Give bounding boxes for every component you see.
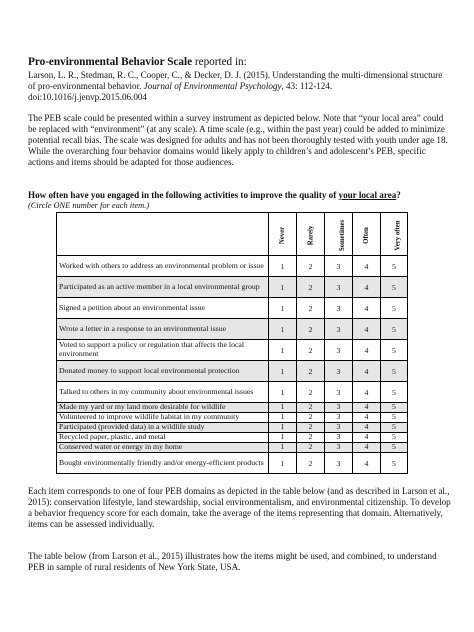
- rating-option[interactable]: 5: [381, 403, 408, 413]
- header-never: [269, 213, 297, 256]
- rating-option[interactable]: 5: [381, 453, 408, 474]
- scale-name: Pro-environmental Behavior Scale: [28, 56, 193, 68]
- rating-option[interactable]: 3: [325, 340, 353, 361]
- item-label: Participated (provided data) in a wildlife study: [57, 423, 269, 433]
- intro-paragraph: The PEB scale could be presented within a survey instrument as depicted below. Note that “your local area” could be replaced with “environment” (at any scale). A time scale (e.g., within the past year) could be added to minimize potential recall bias. The scale was designed for adults and has not been thoroughly tested with youth under age 18. While the overarching four behavior domains would likely apply to children’s and adolescent’s PEB, specific actions and items should be adapted for those audiences.: [28, 113, 448, 167]
- rating-option[interactable]: 4: [353, 256, 381, 277]
- rating-option[interactable]: 1: [269, 403, 297, 413]
- rating-option[interactable]: 3: [325, 382, 353, 403]
- rating-option[interactable]: 5: [381, 423, 408, 433]
- rating-option[interactable]: 1: [269, 443, 297, 453]
- rating-option[interactable]: 1: [269, 382, 297, 403]
- rating-option[interactable]: 3: [325, 423, 353, 433]
- citation-journal: Journal of Environmental Psychology: [143, 81, 282, 92]
- rating-option[interactable]: 4: [353, 382, 381, 403]
- question-underlined: your local area: [338, 190, 397, 200]
- rating-option[interactable]: 3: [325, 413, 353, 423]
- item-label: Bought environmentally friendly and/or energy-efficient products: [57, 453, 269, 474]
- rating-option[interactable]: 4: [353, 319, 381, 340]
- rating-option[interactable]: 3: [325, 443, 353, 453]
- item-label: Wrote a letter in a response to an environmental issue: [57, 319, 269, 340]
- table-header-row: [57, 213, 408, 256]
- rating-option[interactable]: 1: [269, 319, 297, 340]
- rating-option[interactable]: 5: [381, 443, 408, 453]
- header-sometimes: [325, 213, 353, 256]
- rating-option[interactable]: 3: [325, 256, 353, 277]
- rating-option[interactable]: 1: [269, 277, 297, 298]
- item-label: Made my yard or my land more desirable for wildlife: [57, 403, 269, 413]
- rating-option[interactable]: 2: [297, 433, 325, 443]
- rating-option[interactable]: 1: [269, 453, 297, 474]
- item-label: Volunteered to improve wildlife habitat in my community: [57, 413, 269, 423]
- header-label: Often: [363, 226, 370, 244]
- table-row: [57, 361, 408, 382]
- rating-option[interactable]: 2: [297, 382, 325, 403]
- header-very-often: [381, 213, 408, 256]
- rating-option[interactable]: 4: [353, 423, 381, 433]
- table-body: [57, 256, 408, 474]
- document-title: [28, 56, 247, 68]
- table-row: [57, 403, 408, 413]
- title-suffix: reported in:: [192, 56, 247, 68]
- item-label: Voted to support a policy or regulation that affects the local environment: [57, 340, 269, 361]
- rating-option[interactable]: 1: [269, 413, 297, 423]
- peb-scale-table: [56, 212, 408, 474]
- rating-option[interactable]: 5: [381, 319, 408, 340]
- citation-tail: , 43: 112-124. doi:10.1016/j.jenvp.2015.06.004: [28, 81, 333, 103]
- header-label: Very often: [394, 219, 402, 251]
- item-label: Donated money to support local environmental protection: [57, 361, 269, 382]
- rating-option[interactable]: 1: [269, 361, 297, 382]
- question-text: How often have you engaged in the following activities to improve the quality of: [28, 190, 339, 200]
- citation-text: Larson, L. R., Stedman, R. C., Cooper, C., & Decker, D. J. (2015). Understanding the multi-dimensional structure of pro-environmental behavior.: [28, 70, 443, 92]
- item-label: Recycled paper, plastic, and metal: [57, 433, 269, 443]
- rating-option[interactable]: 2: [297, 319, 325, 340]
- rating-option[interactable]: 2: [297, 413, 325, 423]
- table-row: [57, 256, 408, 277]
- rating-option[interactable]: 4: [353, 453, 381, 474]
- rating-option[interactable]: 4: [353, 298, 381, 319]
- rating-option[interactable]: 2: [297, 298, 325, 319]
- header-often: [353, 213, 381, 256]
- rating-option[interactable]: 2: [297, 277, 325, 298]
- rating-option[interactable]: 5: [381, 256, 408, 277]
- item-label: Talked to others in my community about environmental issues: [57, 382, 269, 403]
- rating-option[interactable]: 5: [381, 277, 408, 298]
- rating-option[interactable]: 1: [269, 423, 297, 433]
- table-row: [57, 443, 408, 453]
- rating-option[interactable]: 4: [353, 361, 381, 382]
- rating-option[interactable]: 1: [269, 298, 297, 319]
- table-row: [57, 413, 408, 423]
- rating-option[interactable]: 4: [353, 277, 381, 298]
- header-label: Never: [278, 226, 286, 244]
- rating-option[interactable]: 2: [297, 453, 325, 474]
- rating-option[interactable]: 3: [325, 298, 353, 319]
- rating-option[interactable]: 3: [325, 319, 353, 340]
- table-row: [57, 423, 408, 433]
- table-row: [57, 277, 408, 298]
- question-instruction: (Circle ONE number for each item.): [28, 201, 150, 210]
- closing-paragraph: The table below (from Larson et al., 2015) illustrates how the items might be used, and combined, to understand PEB in sample of rural residents of New York State, USA.: [28, 551, 437, 572]
- rating-option[interactable]: 2: [297, 340, 325, 361]
- rating-option[interactable]: 2: [297, 423, 325, 433]
- rating-option[interactable]: 5: [381, 340, 408, 361]
- rating-option[interactable]: 1: [269, 256, 297, 277]
- rating-option[interactable]: 2: [297, 403, 325, 413]
- table-row: [57, 382, 408, 403]
- rating-option[interactable]: 3: [325, 277, 353, 298]
- header-blank-cell: [57, 213, 269, 256]
- header-rarely: [297, 213, 325, 256]
- rating-option[interactable]: 1: [269, 433, 297, 443]
- rating-option[interactable]: 2: [297, 443, 325, 453]
- rating-option[interactable]: 2: [297, 361, 325, 382]
- table-row: [57, 340, 408, 361]
- item-label: Participated as an active member in a local environmental group: [57, 277, 269, 298]
- rating-option[interactable]: 4: [353, 433, 381, 443]
- rating-option[interactable]: 3: [325, 403, 353, 413]
- rating-option[interactable]: 5: [381, 298, 408, 319]
- rating-option[interactable]: 3: [325, 361, 353, 382]
- citation: [28, 70, 452, 104]
- header-label: Rarely: [306, 225, 314, 245]
- rating-option[interactable]: 5: [381, 433, 408, 443]
- rating-option[interactable]: 1: [269, 340, 297, 361]
- domains-paragraph: Each item corresponds to one of four PEB domains as depicted in the table below (and as described in Larson et al., 2015): conservation lifestyle, land stewardship, social environmentalism, and environmental citizenship. To develop a behavior frequency score for each domain, take the average of the items representing that domain. Alternatively, items can be assessed individually.: [28, 486, 451, 529]
- rating-option[interactable]: 4: [353, 403, 381, 413]
- rating-option[interactable]: 2: [297, 256, 325, 277]
- rating-option[interactable]: 5: [381, 413, 408, 423]
- rating-option[interactable]: 4: [353, 413, 381, 423]
- item-label: Worked with others to address an environmental problem or issue: [57, 256, 269, 277]
- rating-option[interactable]: 4: [353, 340, 381, 361]
- rating-option[interactable]: 3: [325, 433, 353, 443]
- rating-option[interactable]: 4: [353, 443, 381, 453]
- rating-option[interactable]: 5: [381, 382, 408, 403]
- table-row: [57, 433, 408, 443]
- item-label: Conserved water or energy in my home: [57, 443, 269, 453]
- rating-option[interactable]: 3: [325, 453, 353, 474]
- survey-question: [28, 190, 458, 200]
- table-row: [57, 319, 408, 340]
- header-label: Sometimes: [339, 219, 347, 251]
- item-label: Signed a petition about an environmental issue: [57, 298, 269, 319]
- table-row: [57, 453, 408, 474]
- rating-option[interactable]: 5: [381, 361, 408, 382]
- question-end: ?: [396, 190, 401, 200]
- table-row: [57, 298, 408, 319]
